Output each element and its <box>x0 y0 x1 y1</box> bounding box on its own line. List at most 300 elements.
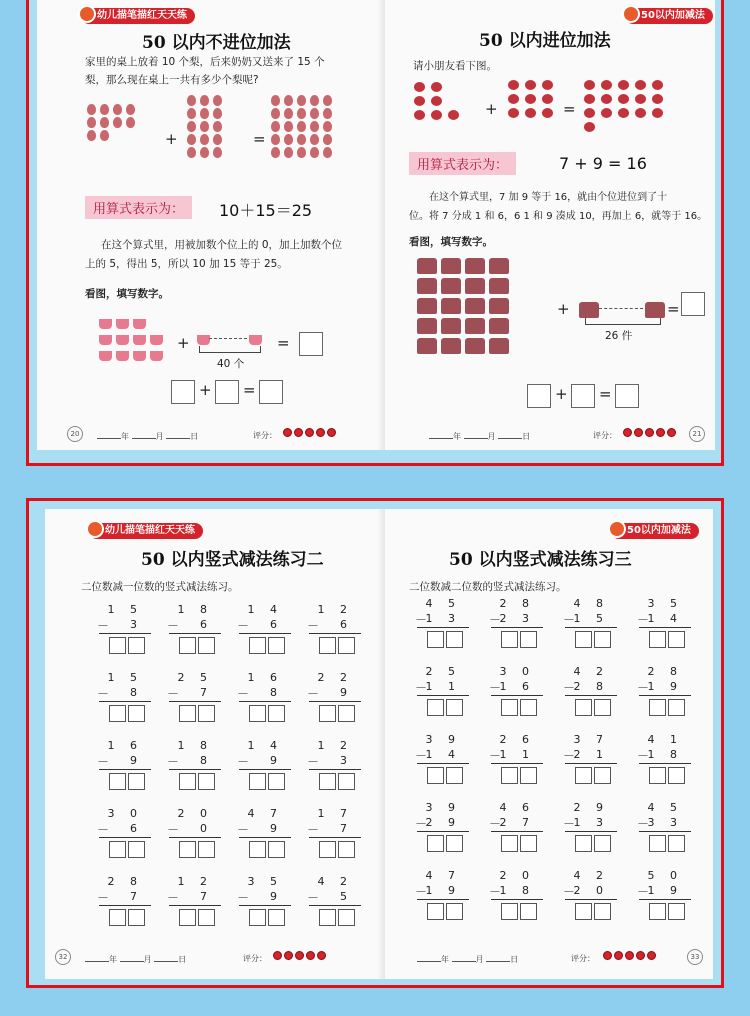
answer-digit-box[interactable] <box>268 773 285 790</box>
answer-digit-box[interactable] <box>427 631 444 648</box>
minus-sign: － <box>415 817 428 831</box>
minus-sign: － <box>637 749 650 763</box>
answer-digit-box[interactable] <box>446 835 463 852</box>
subtraction-problem <box>307 603 363 655</box>
result-line <box>309 905 361 906</box>
answer-digit-box[interactable] <box>128 909 145 926</box>
explanation-line2: 上的 5，得出 5，所以 10 加 15 等于 25。 <box>85 258 288 270</box>
subtraction-problem <box>637 597 693 649</box>
equals-sign-2: = <box>667 300 680 318</box>
minuend: 1 2 <box>317 739 353 752</box>
minuend: 1 8 <box>177 603 213 616</box>
answer-digit-box[interactable] <box>338 637 355 654</box>
subtraction-problem <box>307 671 363 723</box>
answer-digit-box[interactable] <box>249 841 266 858</box>
answer-digit-box[interactable] <box>427 835 444 852</box>
intro-text-line1: 家里的桌上放着 10 个梨，后来奶奶又送来了 15 个 <box>85 56 325 68</box>
answer-digit-box[interactable] <box>501 699 518 716</box>
minuend: 4 1 <box>647 733 683 746</box>
plus-sign-3: + <box>555 385 568 403</box>
result-line <box>239 701 291 702</box>
answer-digit-box[interactable] <box>575 631 592 648</box>
minuend: 1 6 <box>107 739 143 752</box>
bottom-spread-frame <box>26 498 724 988</box>
result-line <box>309 769 361 770</box>
answer-digit-box[interactable] <box>668 767 685 784</box>
answer-digit-box[interactable] <box>427 699 444 716</box>
answer-digit-box[interactable] <box>427 767 444 784</box>
minuend: 2 8 <box>107 875 143 888</box>
minus-sign: － <box>489 681 502 695</box>
subtraction-problem <box>489 801 545 853</box>
result-line <box>639 831 691 832</box>
minuend: 4 2 <box>317 875 353 888</box>
subtrahend: 6 <box>340 618 353 631</box>
subtraction-problem <box>637 869 693 921</box>
result-line <box>565 831 617 832</box>
minus-sign: － <box>637 681 650 695</box>
answer-digit-box[interactable] <box>501 631 518 648</box>
answer-digit-box[interactable] <box>198 909 215 926</box>
subtraction-problem <box>489 869 545 921</box>
result-line <box>491 899 543 900</box>
minuend: 4 2 <box>573 869 609 882</box>
answer-digit-box[interactable] <box>179 637 196 654</box>
subtrahend: 6 <box>270 618 283 631</box>
minus-sign: － <box>637 817 650 831</box>
score-dots <box>603 951 656 960</box>
result-line <box>491 627 543 628</box>
equals-sign-3: = <box>243 381 256 399</box>
top-spread-frame <box>26 0 724 466</box>
answer-digit-box[interactable] <box>109 841 126 858</box>
subtrahend: 9 <box>130 754 143 767</box>
answer-digit-box[interactable] <box>668 835 685 852</box>
answer-digit-box[interactable] <box>520 835 537 852</box>
score-dots <box>283 428 336 437</box>
answer-box-addend1[interactable] <box>171 380 195 404</box>
result-line <box>565 627 617 628</box>
plus-sign-3: + <box>199 381 212 399</box>
subtraction-problem <box>167 739 223 791</box>
answer-digit-box[interactable] <box>575 835 592 852</box>
subtrahend: 9 <box>270 754 283 767</box>
answer-digit-box[interactable] <box>198 705 215 722</box>
result-line <box>565 899 617 900</box>
answer-box-addend1[interactable] <box>527 384 551 408</box>
subtraction-problem <box>97 875 153 927</box>
answer-digit-box[interactable] <box>268 909 285 926</box>
subtraction-problem <box>415 869 471 921</box>
subtraction-problem <box>237 671 293 723</box>
minus-sign: － <box>307 823 320 837</box>
answer-digit-box[interactable] <box>520 903 537 920</box>
page-number: 21 <box>689 426 705 442</box>
result-line <box>491 763 543 764</box>
answer-digit-box[interactable] <box>319 637 336 654</box>
minuend: 1 5 <box>107 603 143 616</box>
minus-sign: － <box>167 755 180 769</box>
result-line <box>99 701 151 702</box>
answer-digit-box[interactable] <box>338 773 355 790</box>
subtrahend: 7 <box>200 890 213 903</box>
subtrahend: 8 <box>200 754 213 767</box>
answer-digit-box[interactable] <box>594 835 611 852</box>
answer-digit-box[interactable] <box>649 903 666 920</box>
answer-digit-box[interactable] <box>649 699 666 716</box>
answer-digit-box[interactable] <box>594 699 611 716</box>
equals-sign: = <box>253 130 266 148</box>
subtrahend: 7 <box>130 890 143 903</box>
subtrahend: 1 8 <box>499 884 535 897</box>
subtrahend: 7 <box>200 686 213 699</box>
intro-text: 请小朋友看下图。 <box>413 60 497 72</box>
answer-digit-box[interactable] <box>128 841 145 858</box>
plus-sign-2: + <box>557 300 570 318</box>
answer-digit-box[interactable] <box>446 767 463 784</box>
result-line <box>239 905 291 906</box>
subtrahend: 1 6 <box>499 680 535 693</box>
answer-digit-box[interactable] <box>649 631 666 648</box>
minuend: 1 7 <box>317 807 353 820</box>
answer-digit-box[interactable] <box>109 909 126 926</box>
answer-digit-box[interactable] <box>319 909 336 926</box>
answer-digit-box[interactable] <box>198 637 215 654</box>
answer-digit-box[interactable] <box>338 909 355 926</box>
result-line <box>239 633 291 634</box>
subtrahend: 1 1 <box>499 748 535 761</box>
score-label: 评分： <box>243 954 267 963</box>
page-title: 50 以内进位加法 <box>479 31 611 51</box>
result-line <box>239 837 291 838</box>
subtrahend: 1 9 <box>647 680 683 693</box>
pear-group-15 <box>185 94 251 159</box>
answer-digit-box[interactable] <box>668 631 685 648</box>
equation: 7 + 9 = 16 <box>559 154 647 173</box>
answer-digit-box[interactable] <box>649 767 666 784</box>
score-dots <box>273 951 326 960</box>
subtrahend: 1 4 <box>647 612 683 625</box>
answer-digit-box[interactable] <box>338 841 355 858</box>
subtraction-problem <box>415 597 471 649</box>
minus-sign: － <box>489 749 502 763</box>
subtrahend: 1 8 <box>647 748 683 761</box>
answer-digit-box[interactable] <box>520 767 537 784</box>
answer-digit-box[interactable] <box>446 699 463 716</box>
answer-digit-box[interactable] <box>249 909 266 926</box>
answer-digit-box[interactable] <box>520 631 537 648</box>
answer-digit-box[interactable] <box>520 699 537 716</box>
minuend: 3 0 <box>107 807 143 820</box>
subtrahend: 9 <box>270 822 283 835</box>
minus-sign: － <box>415 749 428 763</box>
minuend: 1 2 <box>177 875 213 888</box>
answer-digit-box[interactable] <box>128 773 145 790</box>
result-line <box>417 831 469 832</box>
subtraction-problem <box>563 801 619 853</box>
subtraction-problem <box>237 807 293 859</box>
page-33 <box>385 509 713 979</box>
minuend: 2 0 <box>177 807 213 820</box>
equals-sign-2: = <box>277 334 290 352</box>
result-line <box>99 633 151 634</box>
subtraction-problem <box>489 665 545 717</box>
subtraction-problem <box>637 665 693 717</box>
answer-box-sum[interactable] <box>615 384 639 408</box>
cup-icon <box>197 335 210 345</box>
minuend: 1 8 <box>177 739 213 752</box>
minus-sign: － <box>307 755 320 769</box>
answer-digit-box[interactable] <box>268 841 285 858</box>
page-20 <box>37 0 399 450</box>
subtrahend: 9 <box>270 890 283 903</box>
pear-group-10 <box>85 103 163 142</box>
answer-digit-box[interactable] <box>179 773 196 790</box>
subtraction-problem <box>97 739 153 791</box>
result-line <box>239 769 291 770</box>
minuend: 2 5 <box>425 665 461 678</box>
subtrahend: 6 <box>200 618 213 631</box>
answer-digit-box[interactable] <box>268 637 285 654</box>
subtraction-problem <box>563 869 619 921</box>
minus-sign: － <box>167 619 180 633</box>
result-line <box>169 701 221 702</box>
page-title: 50 以内竖式减法练习三 <box>449 550 632 570</box>
subtraction-problem <box>489 597 545 649</box>
minuend: 4 8 <box>573 597 609 610</box>
result-line <box>169 905 221 906</box>
minus-sign: － <box>489 613 502 627</box>
explanation-line1: 在这个算式里，用被加数个位上的 0，加上加数个位 <box>101 239 343 251</box>
answer-digit-box[interactable] <box>668 699 685 716</box>
answer-box[interactable] <box>681 292 705 316</box>
dashed-line <box>599 308 643 309</box>
answer-digit-box[interactable] <box>179 841 196 858</box>
cup-group <box>97 316 187 364</box>
minuend: 3 9 <box>425 801 461 814</box>
result-line <box>417 763 469 764</box>
minus-sign: － <box>563 817 576 831</box>
minuend: 2 9 <box>573 801 609 814</box>
minuend: 3 5 <box>247 875 283 888</box>
brace-label: 40 个 <box>217 358 245 370</box>
subtraction-problem <box>167 875 223 927</box>
result-line <box>639 627 691 628</box>
subtraction-problem <box>237 603 293 655</box>
plus-sign: + <box>165 130 178 148</box>
subtrahend: 3 3 <box>647 816 683 829</box>
answer-box[interactable] <box>299 332 323 356</box>
answer-digit-box[interactable] <box>594 767 611 784</box>
result-line <box>99 837 151 838</box>
equation-label: 用算式表示为： <box>409 152 516 175</box>
subtraction-problem <box>563 597 619 649</box>
answer-digit-box[interactable] <box>501 835 518 852</box>
subtraction-problem <box>307 875 363 927</box>
answer-digit-box[interactable] <box>249 637 266 654</box>
minuend: 2 8 <box>647 665 683 678</box>
result-line <box>169 837 221 838</box>
answer-digit-box[interactable] <box>109 705 126 722</box>
answer-digit-box[interactable] <box>249 705 266 722</box>
shirt-icon-2 <box>645 302 665 318</box>
minus-sign: － <box>97 755 110 769</box>
plus-sign-2: + <box>177 334 190 352</box>
subtraction-problem <box>97 807 153 859</box>
dashed-line <box>209 338 247 339</box>
answer-digit-box[interactable] <box>501 767 518 784</box>
minus-sign: － <box>637 885 650 899</box>
subtrahend: 1 5 <box>573 612 609 625</box>
result-line <box>491 695 543 696</box>
subtraction-problem <box>167 603 223 655</box>
answer-digit-box[interactable] <box>128 705 145 722</box>
subtrahend: 8 <box>270 686 283 699</box>
answer-digit-box[interactable] <box>198 773 215 790</box>
subtrahend: 2 1 <box>573 748 609 761</box>
minus-sign: － <box>563 749 576 763</box>
explanation-line2: 位。将 7 分成 1 和 6，6 1 和 9 凑成 10，再加上 6，就等于 16。 <box>409 211 708 222</box>
result-line <box>417 695 469 696</box>
subtrahend: 1 9 <box>425 884 461 897</box>
subtraction-problem <box>563 733 619 785</box>
subtraction-problem <box>637 801 693 853</box>
answer-digit-box[interactable] <box>338 705 355 722</box>
minus-sign: － <box>97 619 110 633</box>
page-title: 50 以内竖式减法练习二 <box>141 550 324 570</box>
minus-sign: － <box>237 823 250 837</box>
result-line <box>169 633 221 634</box>
minuend: 5 0 <box>647 869 683 882</box>
subtraction-problem <box>415 665 471 717</box>
minuend: 2 8 <box>499 597 535 610</box>
answer-digit-box[interactable] <box>128 637 145 654</box>
ant-group-16 <box>581 78 671 134</box>
task-instruction: 看图，填写数字。 <box>409 236 493 248</box>
minus-sign: － <box>167 823 180 837</box>
date-line: 年 月 日 <box>417 953 518 965</box>
minuend: 4 5 <box>425 597 461 610</box>
answer-digit-box[interactable] <box>575 767 592 784</box>
answer-box-sum[interactable] <box>259 380 283 404</box>
subtrahend: 1 4 <box>425 748 461 761</box>
minuend: 4 6 <box>499 801 535 814</box>
subtraction-problem <box>97 671 153 723</box>
minuend: 1 2 <box>317 603 353 616</box>
shirt-icon <box>579 302 599 318</box>
subtraction-problem <box>563 665 619 717</box>
subtrahend: 7 <box>340 822 353 835</box>
result-line <box>99 769 151 770</box>
minus-sign: － <box>97 823 110 837</box>
subtrahend: 2 7 <box>499 816 535 829</box>
answer-digit-box[interactable] <box>649 835 666 852</box>
result-line <box>639 695 691 696</box>
answer-digit-box[interactable] <box>594 631 611 648</box>
answer-digit-box[interactable] <box>575 903 592 920</box>
answer-digit-box[interactable] <box>268 705 285 722</box>
answer-digit-box[interactable] <box>319 773 336 790</box>
subtrahend: 2 0 <box>573 884 609 897</box>
minuend: 4 5 <box>647 801 683 814</box>
instruction: 二位数减二位数的竖式减法练习。 <box>409 581 567 593</box>
minus-sign: － <box>415 681 428 695</box>
score-label: 评分： <box>571 954 595 963</box>
subtrahend: 6 <box>130 822 143 835</box>
subtrahend: 2 8 <box>573 680 609 693</box>
answer-digit-box[interactable] <box>446 903 463 920</box>
answer-digit-box[interactable] <box>198 841 215 858</box>
subtraction-problem <box>307 807 363 859</box>
minus-sign: － <box>237 755 250 769</box>
answer-digit-box[interactable] <box>575 699 592 716</box>
subtrahend: 1 3 <box>425 612 461 625</box>
answer-digit-box[interactable] <box>109 637 126 654</box>
task-instruction: 看图，填写数字。 <box>85 288 169 300</box>
plus-sign: + <box>485 100 498 118</box>
subtraction-problem <box>637 733 693 785</box>
score-dots <box>623 428 676 437</box>
equals-sign-3: = <box>599 385 612 403</box>
answer-digit-box[interactable] <box>179 705 196 722</box>
series-banner: 50以内加减法 <box>625 8 713 24</box>
date-line: 年 月 日 <box>85 953 186 965</box>
minuend: 4 7 <box>425 869 461 882</box>
answer-digit-box[interactable] <box>319 841 336 858</box>
minus-sign: － <box>307 891 320 905</box>
answer-digit-box[interactable] <box>249 773 266 790</box>
minuend: 3 0 <box>499 665 535 678</box>
answer-digit-box[interactable] <box>668 903 685 920</box>
minus-sign: － <box>97 687 110 701</box>
minus-sign: － <box>415 885 428 899</box>
minuend: 1 5 <box>107 671 143 684</box>
result-line <box>309 837 361 838</box>
page-21 <box>385 0 715 450</box>
instruction: 二位数减一位数的竖式减法练习。 <box>81 581 239 593</box>
result-line <box>309 701 361 702</box>
pear-group-25 <box>269 94 347 159</box>
minuend: 1 6 <box>247 671 283 684</box>
brace <box>585 318 661 325</box>
minuend: 4 2 <box>573 665 609 678</box>
date-line: 年 月 日 <box>97 430 198 442</box>
answer-box-addend2[interactable] <box>571 384 595 408</box>
minus-sign: － <box>167 687 180 701</box>
answer-digit-box[interactable] <box>594 903 611 920</box>
answer-digit-box[interactable] <box>109 773 126 790</box>
answer-digit-box[interactable] <box>319 705 336 722</box>
answer-digit-box[interactable] <box>501 903 518 920</box>
answer-box-addend2[interactable] <box>215 380 239 404</box>
subtraction-problem <box>237 875 293 927</box>
answer-digit-box[interactable] <box>427 903 444 920</box>
minuend: 1 4 <box>247 739 283 752</box>
minus-sign: － <box>97 891 110 905</box>
intro-text-line2: 梨，那么现在桌上一共有多少个梨呢? <box>85 74 259 86</box>
result-line <box>491 831 543 832</box>
subtrahend: 2 9 <box>425 816 461 829</box>
minus-sign: － <box>307 687 320 701</box>
explanation-line1: 在这个算式里，7 加 9 等于 16，就由个位进位到了十 <box>429 192 668 203</box>
minuend: 1 4 <box>247 603 283 616</box>
shirt-group <box>415 256 519 356</box>
subtraction-problem <box>167 807 223 859</box>
series-banner: 幼儿描笔描红天天练 <box>81 8 195 24</box>
answer-digit-box[interactable] <box>179 909 196 926</box>
answer-digit-box[interactable] <box>446 631 463 648</box>
minuend: 3 5 <box>647 597 683 610</box>
